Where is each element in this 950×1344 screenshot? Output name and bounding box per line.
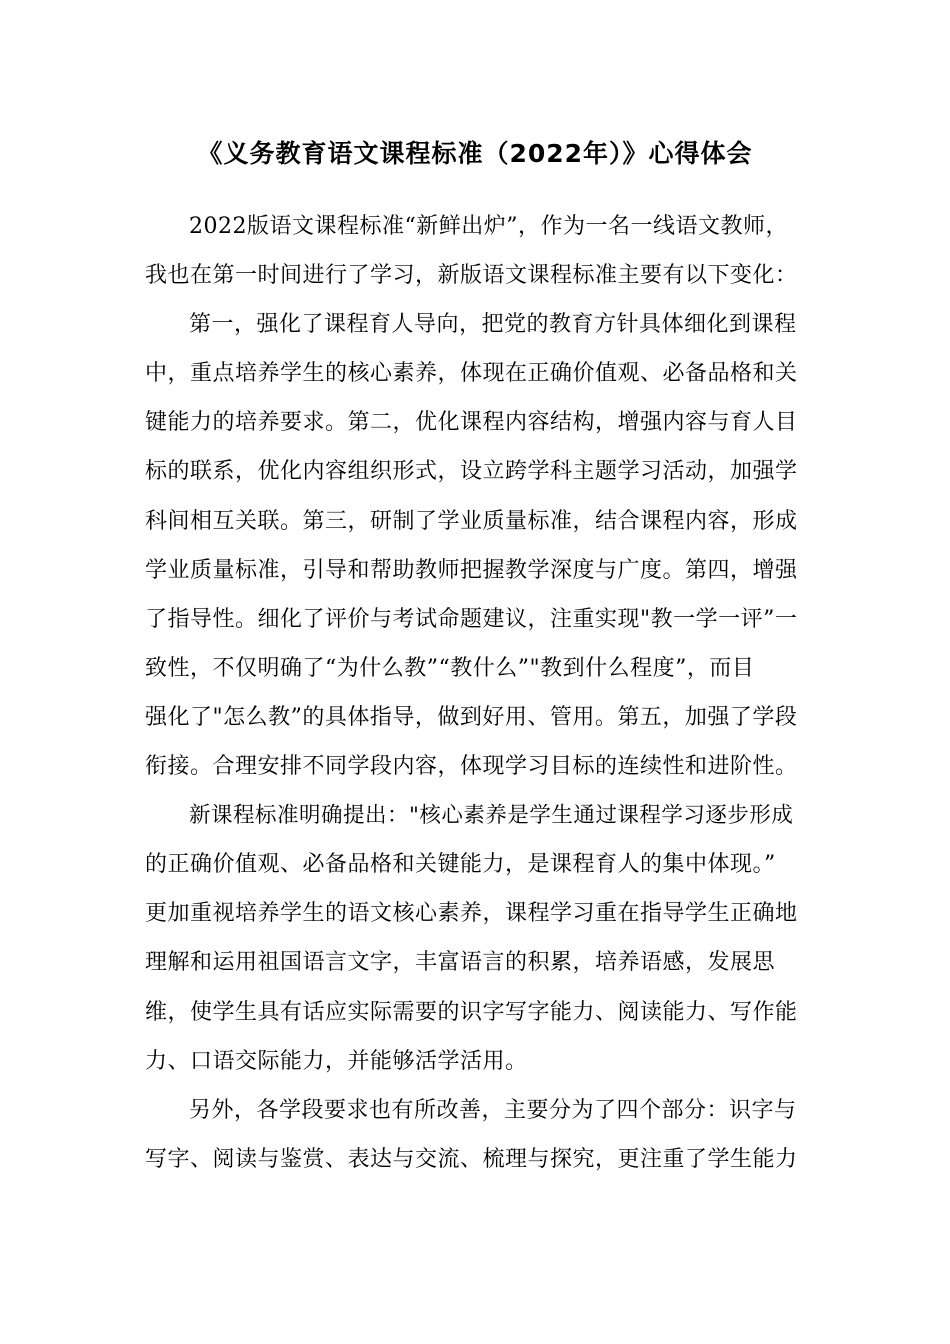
body-text-line: 致性，不仅明确了“为什么教”“教什么”"教到什么程度”，而目 [145, 655, 755, 681]
body-text-line: 标的联系，优化内容组织形式，设立跨学科主题学习活动，加强学 [145, 459, 798, 485]
body-text-line: 第一，强化了课程育人导向，把党的教育方针具体细化到课程 [189, 312, 797, 338]
body-text-line: 理解和运用祖国语言文字，丰富语言的积累，培养语感，发展思 [145, 950, 776, 976]
body-text-line: 科间相互关联。第三，研制了学业质量标准，结合课程内容，形成 [145, 508, 798, 534]
document-body [145, 207, 805, 1189]
body-text-line: 衔接。合理安排不同学段内容，体现学习目标的连续性和进阶性。 [145, 754, 798, 780]
body-text-line: 另外，各学段要求也有所改善，主要分为了四个部分：识字与 [189, 1097, 797, 1123]
body-text-line: 中，重点培养学生的核心素养，体现在正确价值观、必备品格和关 [145, 361, 798, 387]
body-text-line: 了指导性。细化了评价与考试命题建议，注重实现"教一学一评”一 [145, 606, 798, 632]
body-text-line: 维，使学生具有话应实际需要的识字写字能力、阅读能力、写作能 [145, 999, 798, 1025]
body-text-line: 2022版语文课程标准“新鲜出炉”，作为一名一线语文教师， [189, 214, 788, 239]
body-text-line: 新课程标准明确提出："核心素养是学生通过课程学习逐步形成 [189, 803, 794, 829]
body-text-line: 强化了"怎么教”的具体指导，做到好用、管用。第五，加强了学段 [145, 704, 798, 730]
body-text-line: 写字、阅读与鉴赏、表达与交流、梳理与探究，更注重了学生能力 [145, 1146, 798, 1172]
body-text-line: 更加重视培养学生的语文核心素养，课程学习重在指导学生正确地 [145, 901, 798, 927]
body-text-line: 力、口语交际能力，并能够活学活用。 [145, 1048, 528, 1074]
body-text-line: 学业质量标准，引导和帮助教师把握教学深度与广度。第四，增强 [145, 557, 798, 583]
body-text-line: 我也在第一时间进行了学习，新版语文课程标准主要有以下变化： [145, 263, 798, 289]
document-title: 《义务教育语文课程标准（2022年）》心得体会 [197, 139, 753, 168]
body-text-line: 的正确价值观、必备品格和关键能力，是课程育人的集中体现。” [145, 852, 776, 878]
body-text-line: 键能力的培养要求。第二，优化课程内容结构，增强内容与育人目 [145, 410, 798, 436]
